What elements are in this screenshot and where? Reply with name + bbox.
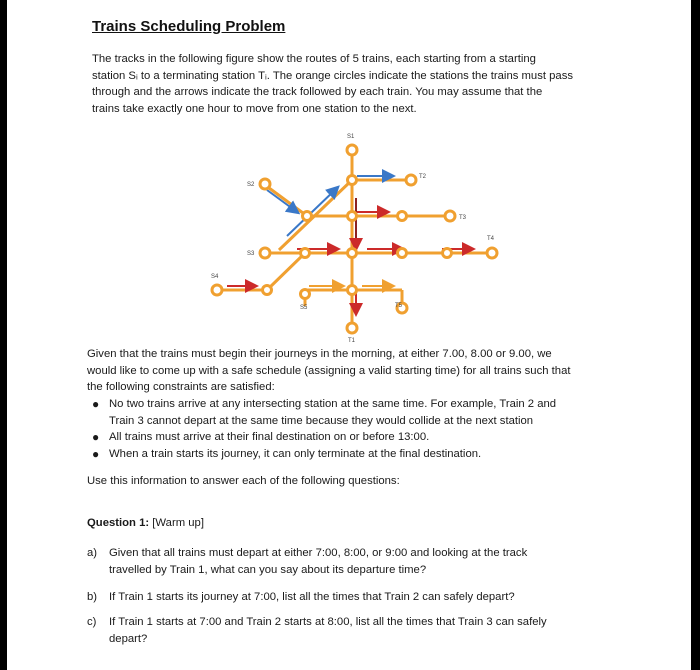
label-s5: S5 (300, 305, 308, 311)
intro-line: The tracks in the following figure show the routes of 5 trains, each starting from a starting (92, 53, 536, 65)
station-s5 (301, 290, 310, 299)
constraint-line: No two trains arrive at any intersecting station at the same time. For example, Train 2 and (109, 398, 557, 410)
document-page (7, 0, 691, 670)
station (443, 249, 452, 258)
question1-heading (87, 517, 204, 529)
list-item (87, 396, 627, 429)
given-paragraph (87, 346, 617, 396)
question-line: travelled by Train 1, what can you say about its departure time? (109, 564, 427, 576)
label-s2: S2 (247, 182, 255, 188)
label-s4: S4 (211, 274, 219, 280)
constraint-line: When a train starts its journey, it can only terminate at the final destination. (109, 447, 482, 460)
question-line: depart? (109, 633, 148, 645)
station-s4 (212, 285, 222, 295)
question-letter: a) (87, 547, 98, 559)
intro-line: through and the arrows indicate the track followed by each train. You may assume that the (92, 86, 543, 98)
station-t1 (347, 323, 357, 333)
label-t3: T3 (459, 215, 467, 221)
constraint-line: All trains must arrive at their final destination on or before 13:00. (109, 431, 430, 443)
train3-track (265, 185, 450, 216)
question1-label: Question 1: (87, 517, 150, 529)
station (303, 212, 312, 221)
question-line: If Train 1 starts at 7:00 and Train 2 starts at 8:00, list all the times that Train 3 can safely (109, 616, 547, 628)
station-s2 (260, 179, 270, 189)
station (398, 212, 407, 221)
right-frame-border (691, 0, 700, 670)
question-letter: b) (87, 591, 98, 603)
train5-track (217, 253, 402, 308)
station-t3 (445, 211, 455, 221)
page-title: Trains Scheduling Problem (92, 18, 286, 35)
label-s1: S1 (347, 134, 355, 140)
label-s3: S3 (247, 251, 255, 257)
question-text (109, 614, 547, 648)
question1-subtitle: [Warm up] (149, 517, 204, 529)
left-frame-border (0, 0, 7, 670)
bullet-icon: ● (92, 430, 100, 444)
station (301, 249, 310, 258)
bullet-icon: ● (92, 446, 100, 461)
bullet-icon: ● (92, 397, 100, 411)
station (348, 176, 357, 185)
constraints-list (87, 396, 627, 462)
station (348, 249, 357, 258)
intro-line: trains take exactly one hour to move from one station to the next. (92, 102, 417, 115)
label-t1: T1 (348, 338, 356, 343)
list-item (87, 429, 627, 446)
question-text (109, 589, 515, 606)
station-t2 (406, 175, 416, 185)
given-line: Given that the trains must begin their journeys in the morning, at either 7.00, 8.00 or 9.00, we (87, 348, 552, 360)
intro-paragraph (92, 51, 627, 117)
station (263, 286, 272, 295)
train2-track (352, 176, 407, 180)
intro-line: station Sᵢ to a terminating station Tᵢ. The orange circles indicate the stations the trains must pass (92, 69, 573, 82)
question-text (109, 545, 527, 579)
given-line: would like to come up with a safe schedule (assigning a valid starting time) for all trains such that (87, 364, 571, 377)
label-t4: T4 (487, 236, 495, 242)
label-t2: T2 (419, 174, 427, 180)
use-info-text: Use this information to answer each of the following questions: (87, 475, 400, 487)
station-t4 (487, 248, 497, 258)
label-t5: T5 (395, 303, 403, 309)
station-s3 (260, 248, 270, 258)
list-item (87, 446, 627, 463)
stations (212, 145, 497, 333)
station (348, 212, 357, 221)
question-line: If Train 1 starts its journey at 7:00, list all the times that Train 2 can safely depart? (109, 591, 515, 603)
question-line: Given that all trains must depart at either 7:00, 8:00, or 9:00 and looking at the track (109, 547, 528, 559)
station (348, 286, 357, 295)
constraint-line: Train 3 cannot depart at the same time because they would collide at the next station (109, 414, 534, 427)
given-line: the following constraints are satisfied: (87, 381, 275, 393)
train-routes-diagram (197, 128, 527, 343)
question-letter: c) (87, 616, 97, 628)
station (398, 249, 407, 258)
station-s1 (347, 145, 357, 155)
